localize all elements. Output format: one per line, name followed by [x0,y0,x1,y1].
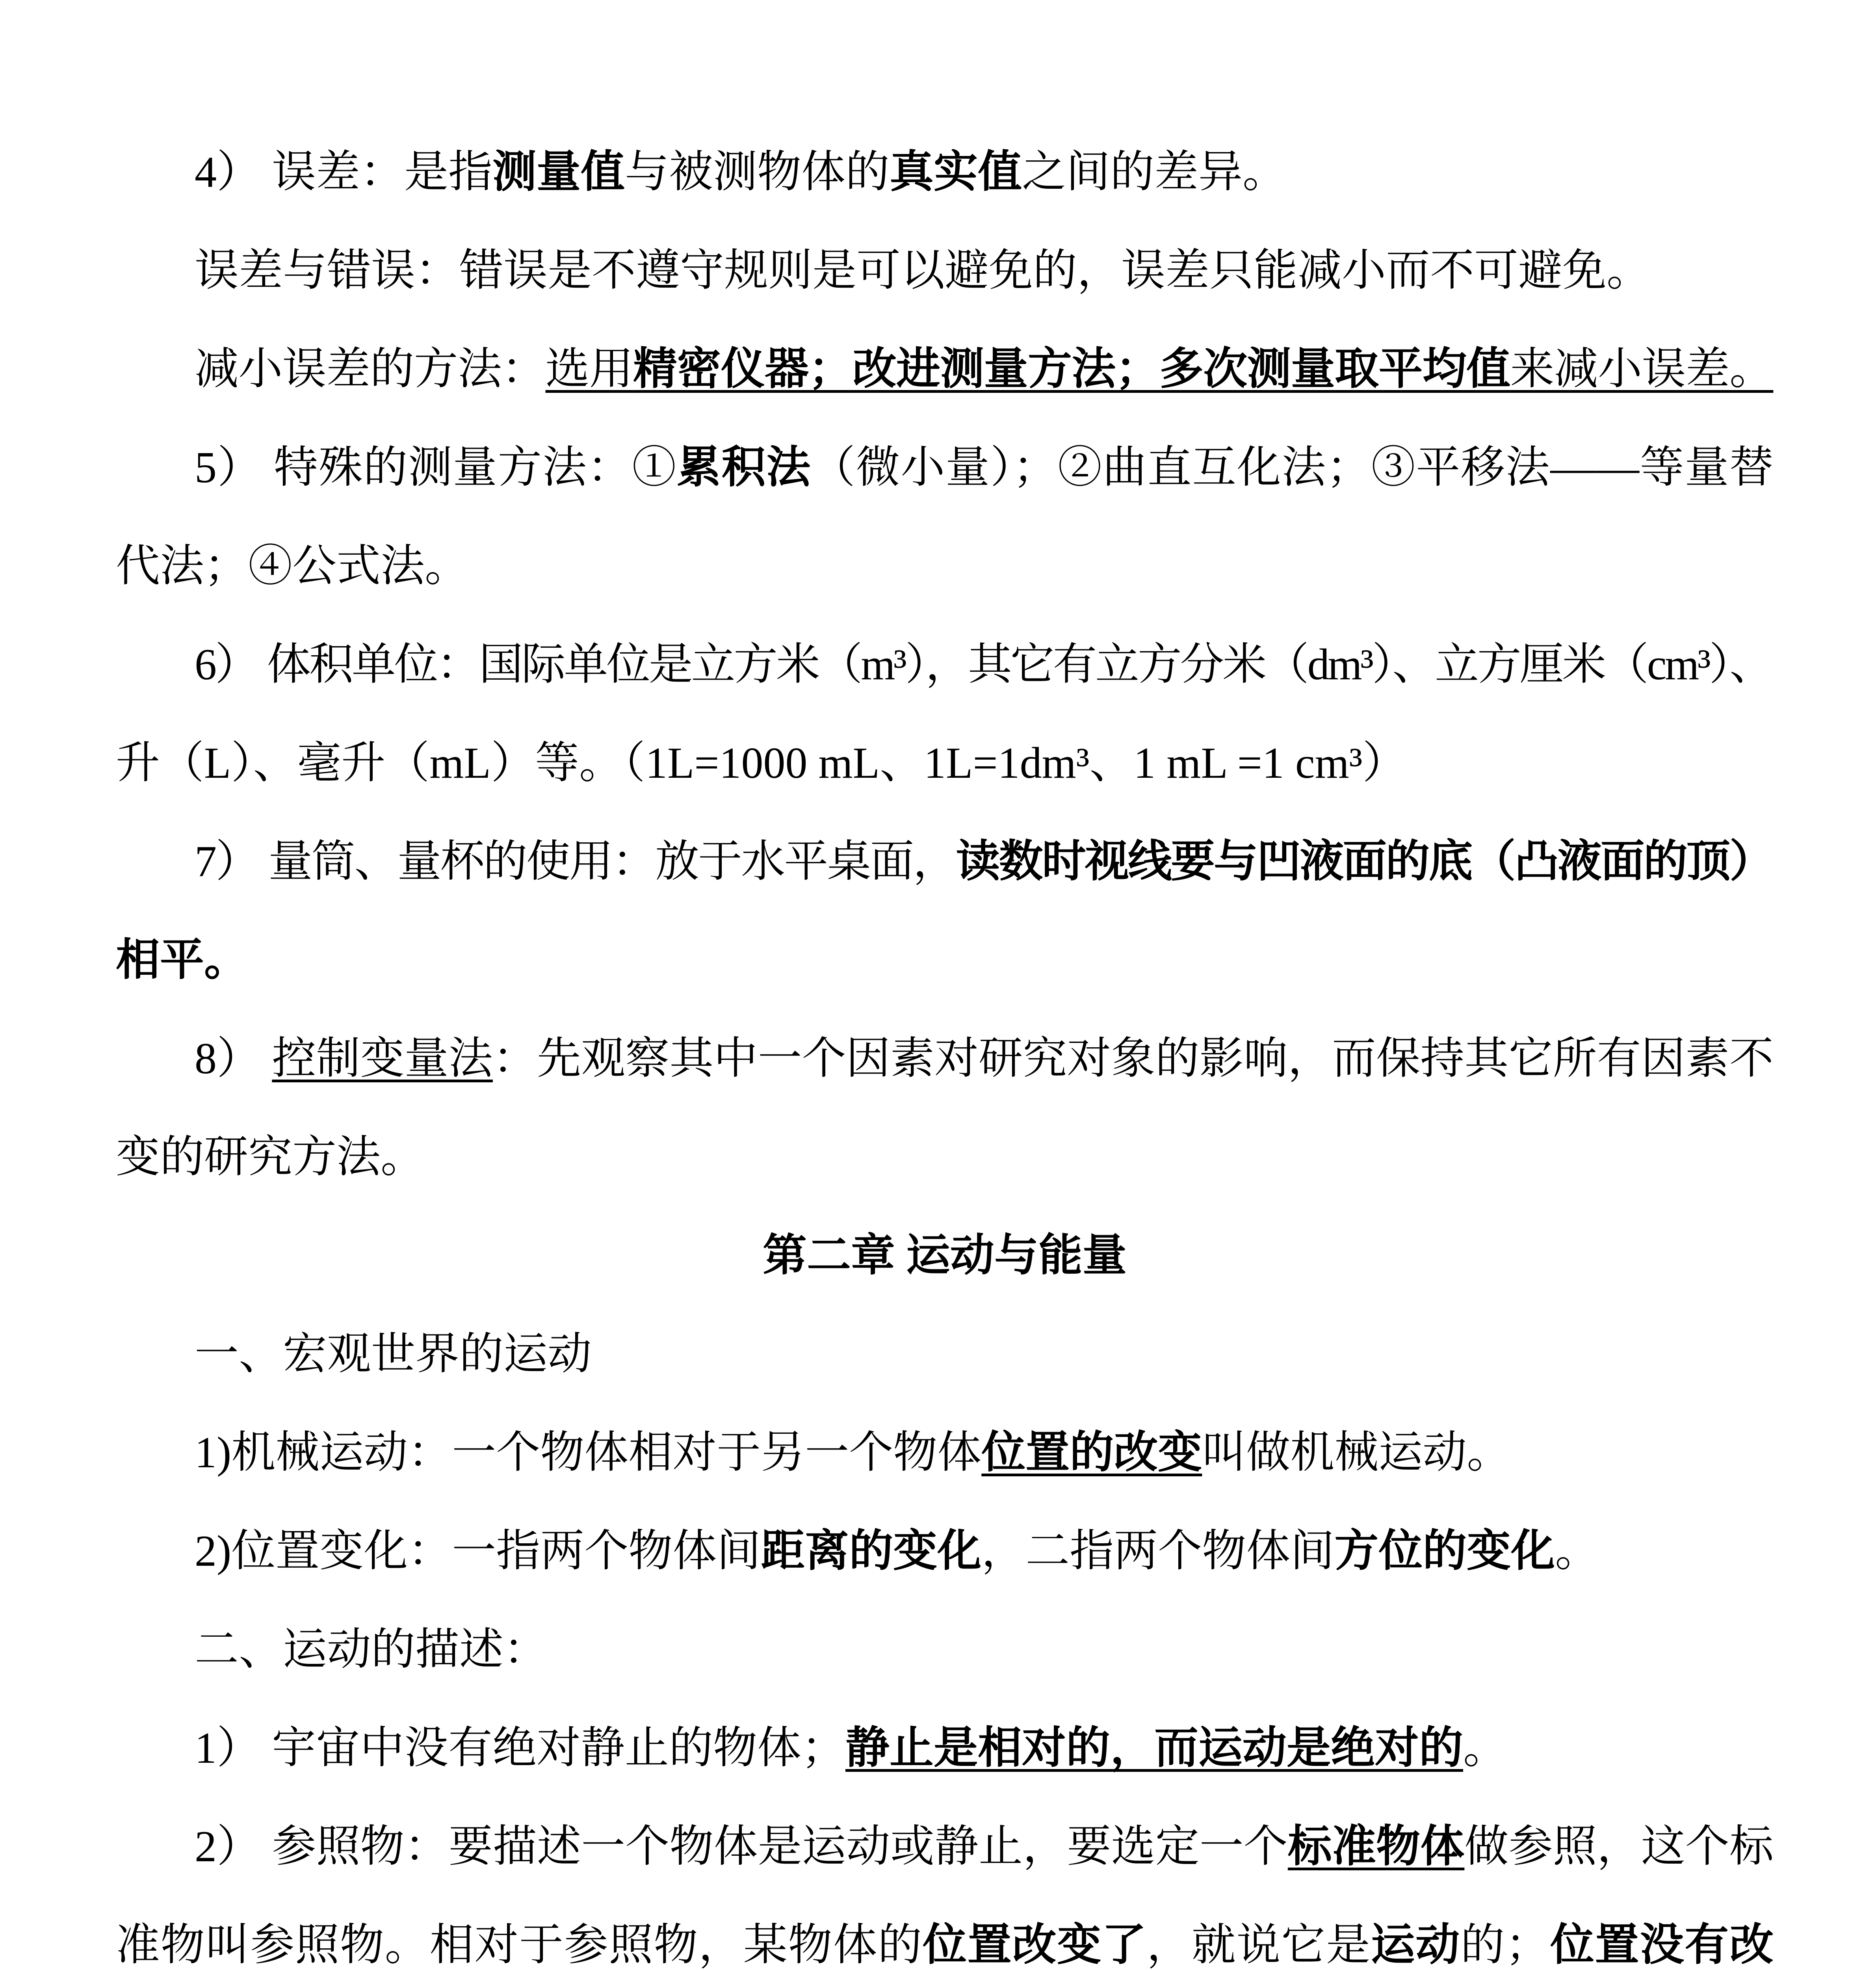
section-heading [116,1305,1774,1403]
section-heading-text: 一、宏观世界的运动 [195,1330,592,1379]
text-run: 8） [195,1034,272,1083]
text-run: ，就说它是 [1146,1921,1371,1970]
term-standard-object: 标准物体 [1287,1822,1465,1871]
page-body [116,123,1774,1970]
text-line [116,517,1774,615]
term-true-value: 真实值 [890,148,1022,197]
term-measured-value: 测量值 [492,148,625,197]
chapter-title-text: 第二章 运动与能量 [763,1231,1127,1280]
paragraph-absolute-rest [116,1699,1774,1797]
paragraph-mechanical-motion [116,1403,1774,1502]
emphasis-methods: 精密仪器；改进测量方法；多次测量取平均值 [633,345,1510,394]
paragraph-control-variables [116,1009,1774,1206]
section-heading [116,1600,1774,1699]
term-control-variables: 控制变量法 [272,1034,493,1083]
text-run: 代法；④公式法。 [116,542,469,591]
emphasis-text: 位置改变了 [923,1921,1147,1970]
paragraph-measuring-cylinder [116,812,1774,1009]
chapter-title [116,1206,1774,1305]
text-line [116,1108,1774,1206]
text-run: 1） 宇宙中没有绝对静止的物体； [195,1724,845,1773]
paragraph-error-vs-mistake [116,221,1774,320]
text-line [116,1699,1774,1797]
text-line [116,123,1774,221]
emphasis-reading-rule: 相平。 [116,936,248,985]
text-line [116,1403,1774,1502]
paragraph-position-change [116,1502,1774,1600]
section-heading-text: 二、运动的描述： [195,1625,548,1674]
paragraph-reduce-error [116,320,1774,418]
emphasis-text: 运动 [1371,1921,1461,1970]
text-run: ：先观察其中一个因素对研究对象的影响，而保持其它所有因素不 [492,1034,1774,1083]
term-position-change: 位置的改变 [981,1428,1202,1477]
text-run: 做参照，这个标 [1464,1822,1774,1871]
text-line [116,1502,1774,1600]
emphasis-relative-rest: 静止是相对的，而运动是绝对的 [845,1724,1463,1773]
paragraph-volume-units [116,615,1774,812]
text-run: 的； [1460,1921,1550,1970]
underlined-text: 来减小误差。 [1510,345,1774,394]
text-line [116,812,1774,911]
text-run: 7） 量筒、量杯的使用：放于水平桌面， [195,837,956,886]
text-run: 准物叫参照物。相对于参照物，某物体的 [116,1921,923,1970]
text-run: 叫做机械运动。 [1202,1428,1511,1477]
paragraph-error-definition [116,123,1774,221]
text-run: 。 [1463,1724,1507,1773]
term-direction-change: 方位的变化 [1334,1527,1555,1576]
text-line [116,320,1774,418]
paragraph-special-methods [116,418,1774,615]
term-distance-change: 距离的变化 [761,1527,982,1576]
text-line [116,615,1774,714]
text-line [116,1009,1774,1108]
emphasis-text: 位置没有改 [1550,1921,1774,1970]
text-run: 1)机械运动：一个物体相对于另一个物体 [195,1428,982,1477]
text-run: 误差与错误：错误是不遵守规则是可以避免的，误差只能减小而不可避免。 [195,246,1651,295]
text-run: 4） 误差：是指 [195,148,492,197]
text-run: 升（L）、毫升（mL）等。（1L=1000 mL、1L=1dm³、1 mL =1 cm³） [116,739,1407,788]
paragraph-reference-object [116,1797,1774,1970]
emphasis-reading-rule: 读数时视线要与凹液面的底（凸液面的顶） [956,837,1773,886]
text-run: （微小量）；②曲直互化法；③平移法——等量替 [811,443,1774,492]
text-run: 6） 体积单位：国际单位是立方米（m³），其它有立方分米（dm³）、立方厘米（cm³）、 [195,640,1772,689]
text-run: ，二指两个物体间 [981,1527,1335,1576]
text-run: 减小误差的方法： [195,345,546,394]
text-run: 5） 特殊的测量方法：① [195,443,677,492]
text-run: 之间的差异。 [1022,148,1287,197]
underlined-text: 选用 [545,345,633,394]
text-run: 与被测物体的 [625,148,890,197]
text-line [116,1896,1774,1970]
text-run: 2)位置变化：一指两个物体间 [195,1527,761,1576]
text-run: 变的研究方法。 [116,1133,425,1182]
text-run: 2） 参照物：要描述一个物体是运动或静止，要选定一个 [195,1822,1288,1871]
text-line [116,418,1774,517]
text-line [116,714,1774,812]
text-run: 。 [1555,1527,1599,1576]
text-line [116,911,1774,1009]
text-line [116,221,1774,320]
text-line [116,1797,1774,1896]
term-accumulation-method: 累积法 [677,443,811,492]
